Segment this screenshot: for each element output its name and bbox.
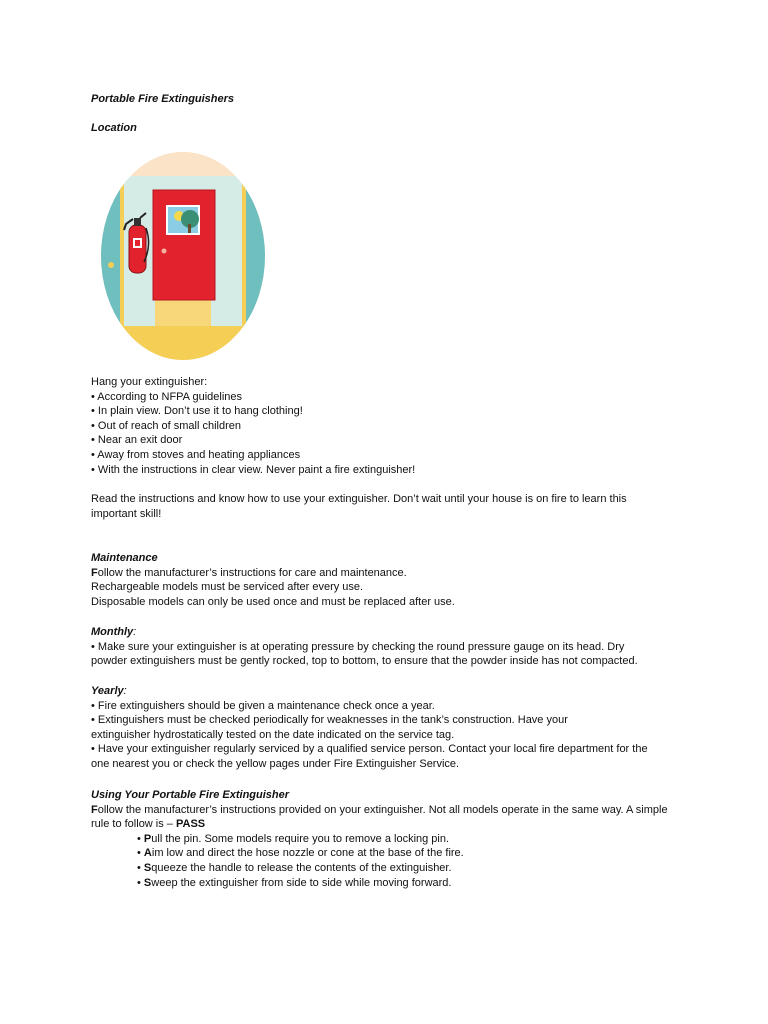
- list-item: • According to NFPA guidelines: [91, 390, 243, 403]
- using-intro: Follow the manufacturer’s instructions provided on your extinguisher. Not all models operate in the same way. A simple rule to follow is – PASS: [91, 803, 668, 831]
- document-title: Portable Fire Extinguishers: [91, 93, 235, 105]
- read-instructions-paragraph: Read the instructions and know how to use your extinguisher. Don’t wait until your house is on fire to learn this important skill!: [91, 493, 627, 520]
- list-item: • Fire extinguishers should be given a maintenance check once a year.: [91, 699, 435, 712]
- list-item: • In plain view. Don’t use it to hang clothing!: [91, 405, 303, 418]
- list-item: • Have your extinguisher regularly serviced by a qualified service person. Contact your local fire department for the one nearest you or check the yellow pages under Fire Extinguisher Service.: [91, 743, 648, 770]
- list-item: • Away from stoves and heating appliances: [91, 448, 301, 461]
- list-item: • Near an exit door: [91, 434, 183, 447]
- location-heading: Location: [91, 122, 137, 134]
- fire-door-illustration: [100, 150, 266, 362]
- heading-colon: :: [133, 626, 137, 638]
- maintenance-section: [91, 551, 671, 609]
- yearly-section: [91, 684, 671, 772]
- pass-step: • Pull the pin. Some models require you to remove a locking pin.: [137, 832, 450, 845]
- hang-section: [91, 375, 671, 477]
- maintenance-line: Disposable models can only be used once and must be replaced after use.: [91, 595, 455, 608]
- door-icon: [153, 190, 215, 300]
- list-item: • Out of reach of small children: [91, 419, 241, 432]
- maintenance-line: Rechargeable models must be serviced after every use.: [91, 581, 364, 594]
- monthly-section: [91, 625, 671, 669]
- list-item: • Extinguishers must be checked periodically for weaknesses in the tank’s construction. Have your extinguisher hydrostatically tested on the date indicated on the service tag.: [91, 714, 568, 741]
- heading-colon: :: [123, 685, 127, 697]
- pass-step: • Sweep the extinguisher from side to side while moving forward.: [137, 876, 452, 889]
- hang-intro: Hang your extinguisher:: [91, 376, 208, 388]
- yearly-heading: Yearly: [91, 685, 124, 697]
- pass-acronym: PASS: [175, 818, 206, 831]
- drop-cap: F: [91, 803, 98, 816]
- pass-step: • Squeeze the handle to release the contents of the extinguisher.: [137, 861, 452, 874]
- using-heading: Using Your Portable Fire Extinguisher: [91, 789, 290, 801]
- list-item: • With the instructions in clear view. Never paint a fire extinguisher!: [91, 463, 416, 476]
- maintenance-line: ollow the manufacturer’s instructions for care and maintenance.: [97, 566, 407, 579]
- monthly-text: • Make sure your extinguisher is at operating pressure by checking the round pressure gauge on its head. Dry powder extinguishers must be gently rocked, top to bottom, to ensure that the powder inside has not compacted.: [91, 640, 638, 668]
- monthly-heading: Monthly: [91, 626, 134, 638]
- pass-step: • Aim low and direct the hose nozzle or cone at the base of the fire.: [137, 847, 464, 860]
- drop-cap: F: [91, 566, 98, 579]
- maintenance-heading: Maintenance: [91, 552, 158, 564]
- using-section: [91, 788, 671, 890]
